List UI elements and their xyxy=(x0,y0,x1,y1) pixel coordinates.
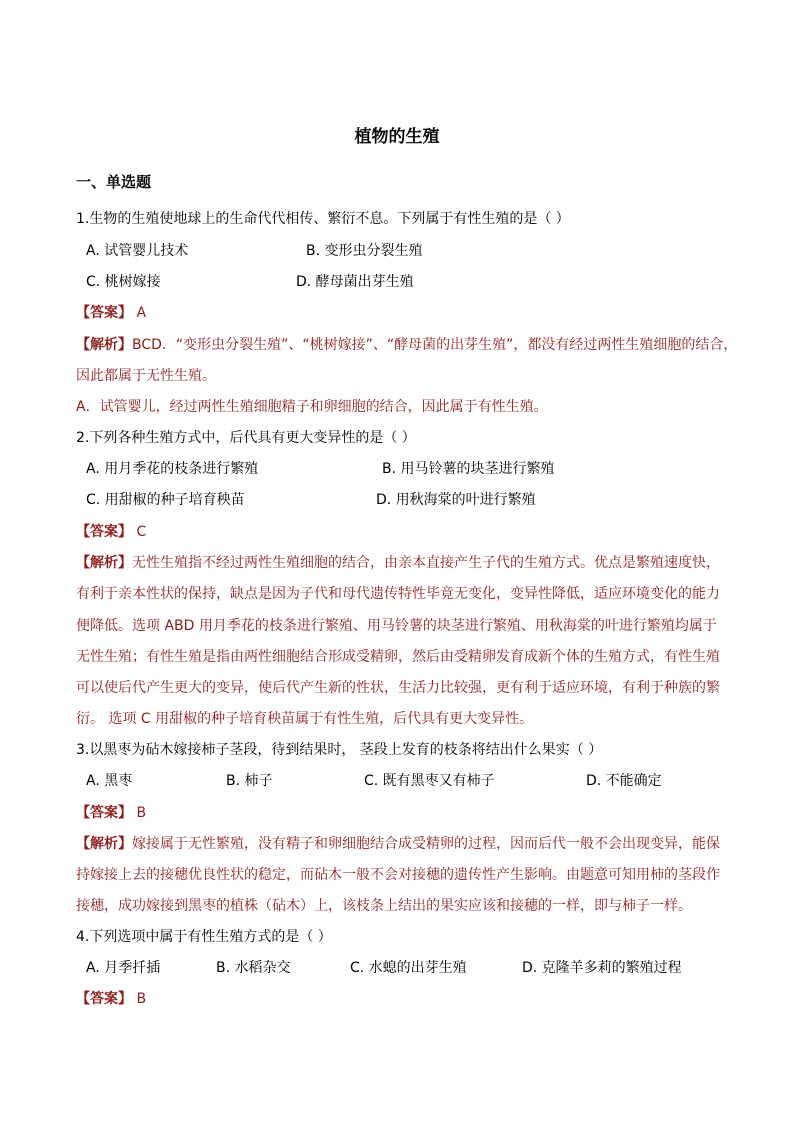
q1-analysis-line-1 xyxy=(76,335,737,355)
q2-analysis-line-4: 无性生殖；有性生殖是指由两性细胞结合形成受精卵，然后由受精卵发育成新个体的生殖方式，有性生殖 xyxy=(76,649,720,665)
q1-analysis-line-2: 因此都属于无性生殖。 xyxy=(76,368,216,384)
answer-tag: 【答案】 xyxy=(76,524,132,540)
question-3-stem: 3.以黑枣为砧木嫁接柿子茎段，待到结果时， 茎段上发育的枝条将结出什么果实（ ） xyxy=(76,742,603,758)
q3-analysis-line-3: 接穗，成功嫁接到黑枣的植株（砧木）上，该枝条上结出的果实应该和接穗的一样，即与柿子一样。 xyxy=(76,898,692,914)
q2-answer xyxy=(76,522,146,542)
q4-option-b: B. 水稻杂交 xyxy=(216,960,291,976)
analysis-tag: 【解析】 xyxy=(76,836,132,852)
q2-analysis-line-3: 便降低。选项 ABD 用月季花的枝条进行繁殖、用马铃薯的块茎进行繁殖、用秋海棠的叶进行繁殖均属于 xyxy=(76,618,717,634)
analysis-text: 无性生殖指不经过两性生殖细胞的结合，由亲本直接产生子代的生殖方式。优点是繁殖速度快， xyxy=(132,555,720,571)
answer-value: B xyxy=(136,991,147,1007)
analysis-tag: 【解析】 xyxy=(76,555,132,571)
q3-option-a: A. 黑枣 xyxy=(86,773,133,789)
q1-option-b: B. 变形虫分裂生殖 xyxy=(306,243,423,259)
answer-value: B xyxy=(136,805,147,821)
q2-option-b: B. 用马铃薯的块茎进行繁殖 xyxy=(382,461,555,477)
q1-analysis-line-3: A．试管婴儿，经过两性生殖细胞精子和卵细胞的结合，因此属于有性生殖。 xyxy=(76,399,548,415)
q4-answer xyxy=(76,989,146,1009)
q3-option-b: B. 柿子 xyxy=(226,773,273,789)
q3-answer xyxy=(76,803,146,823)
q2-analysis-line-2: 有利于亲本性状的保持，缺点是因为子代和母代遗传特性毕竟无变化，变异性降低，适应环境变化的能力 xyxy=(76,586,720,602)
q2-option-d: D. 用秋海棠的叶进行繁殖 xyxy=(376,492,536,508)
answer-tag: 【答案】 xyxy=(76,991,132,1007)
section-heading: 一、单选题 xyxy=(76,173,152,191)
answer-tag: 【答案】 xyxy=(76,305,132,321)
analysis-text: 嫁接属于无性繁殖，没有精子和卵细胞结合成受精卵的过程，因而后代一般不会出现变异，能保 xyxy=(132,836,720,852)
answer-value: C xyxy=(136,524,147,540)
q2-analysis-line-1 xyxy=(76,553,720,573)
q4-option-d: D. 克隆羊多莉的繁殖过程 xyxy=(522,960,682,976)
q3-option-d: D. 不能确定 xyxy=(586,773,662,789)
q3-option-c: C. 既有黑枣又有柿子 xyxy=(364,773,495,789)
question-2-stem: 2.下列各种生殖方式中，后代具有更大变异性的是（ ） xyxy=(76,430,416,446)
question-4-stem: 4.下列选项中属于有性生殖方式的是（ ） xyxy=(76,929,332,945)
analysis-text: BCD．“变形虫分裂生殖”、“桃树嫁接”、“酵母菌的出芽生殖”，都没有经过两性生殖细胞的结合， xyxy=(132,337,738,353)
answer-tag: 【答案】 xyxy=(76,805,132,821)
q3-analysis-line-2: 持嫁接上去的接穗优良性状的稳定，而砧木一般不会对接穗的遗传性产生影响。由题意可知用柿的茎段作 xyxy=(76,867,720,883)
answer-value: A xyxy=(136,305,147,321)
q3-analysis-line-1 xyxy=(76,834,720,854)
question-1-stem: 1.生物的生殖使地球上的生命代代相传、繁衍不息。下列属于有性生殖的是（ ） xyxy=(76,211,570,227)
analysis-tag: 【解析】 xyxy=(76,337,132,353)
page-title: 植物的生殖 xyxy=(354,127,440,147)
q4-option-c: C. 水螅的出芽生殖 xyxy=(350,960,467,976)
q1-option-d: D. 酵母菌出芽生殖 xyxy=(296,274,414,290)
q4-option-a: A. 月季扦插 xyxy=(86,960,161,976)
q2-option-a: A. 用月季花的枝条进行繁殖 xyxy=(86,461,259,477)
q1-option-c: C. 桃树嫁接 xyxy=(86,274,161,290)
q2-option-c: C. 用甜椒的种子培育秧苗 xyxy=(86,492,245,508)
q1-answer xyxy=(76,303,146,323)
q1-option-a: A. 试管婴儿技术 xyxy=(86,243,189,259)
q2-analysis-line-5: 可以使后代产生更大的变异，使后代产生新的性状，生活力比较强，更有利于适应环境，有利于种族的繁 xyxy=(76,680,720,696)
q2-analysis-line-6: 衍。 选项 C 用甜椒的种子培育秧苗属于有性生殖，后代具有更大变异性。 xyxy=(76,711,534,727)
